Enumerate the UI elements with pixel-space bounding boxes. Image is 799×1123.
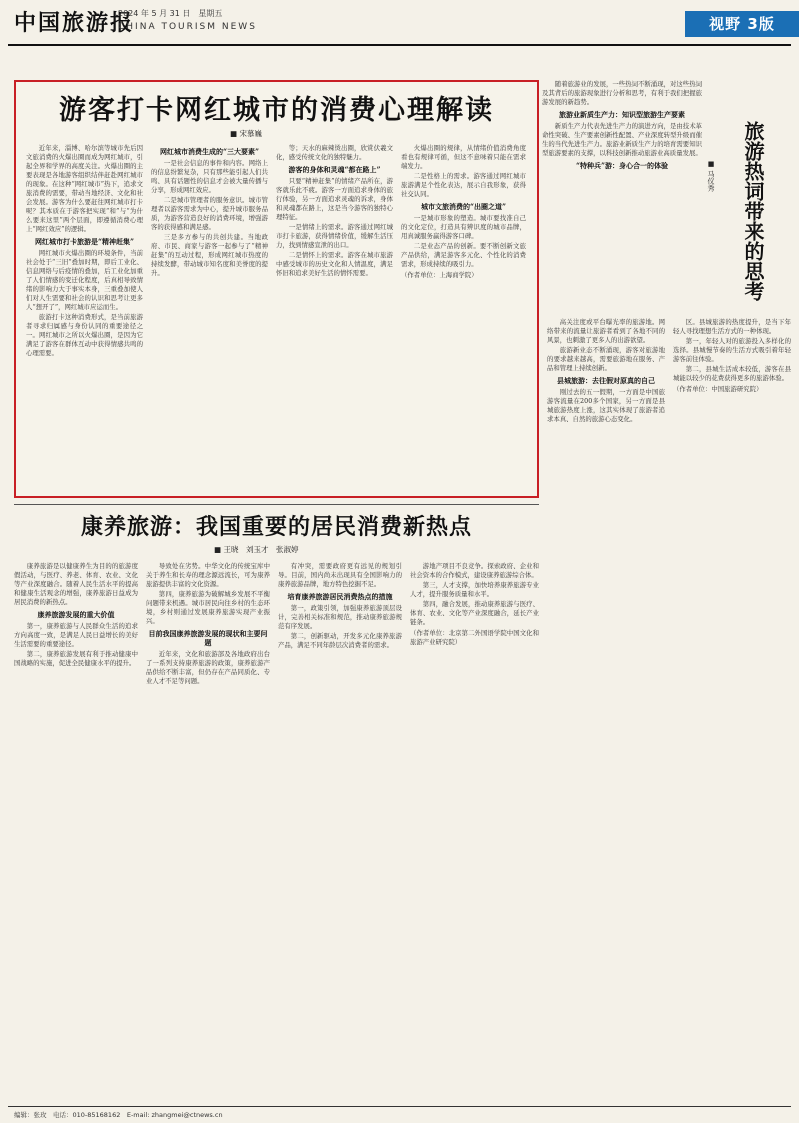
- paragraph: 第一，政策引领，加强康养旅游顶层设计，完善相关标准和规范，推动康养旅游规范有序发展。: [278, 604, 402, 630]
- feature-column-1: [26, 144, 143, 492]
- paragraph: 区。县城旅游的热度提升，是当下年轻人寻找理想生活方式的一种体现。: [673, 318, 791, 335]
- paragraph: 网红城市火爆出圈的环境条件，当前社会处于“三旧”叠加时期，即后工业化、信息网络与后疫情的叠加，后工业化加重了人们情感的变迁化程度，后真相导致情绪的影响力大于事实本身，三重叠加使人们对人生需要和社会的认识和思考让更多人“想开了”，网红城市应运而生。: [26, 249, 143, 311]
- footer-editor-line: 编辑：张玫 电话：010-85168162 E-mail: zhangmei@ctnews.cn: [14, 1111, 223, 1119]
- author-note: （作者单位：中国旅游研究院）: [673, 385, 763, 393]
- paragraph: 等；天水的麻辣烫出圈，欣赏伏羲文化，感受传统文化的独特魅力。: [276, 144, 393, 161]
- subheading: 城市文旅消费的“出圈之道”: [420, 202, 507, 211]
- kangyang-column-3: [278, 562, 402, 1100]
- paragraph: 旅游打卡这种消费形式，是当前旅游者寻求归属感与身份认同的重要途径之一。网红城市之所以火爆出圈，是因为它满足了游客在群体互动中获得情感共鸣的心理需要。: [26, 313, 143, 357]
- paragraph: 第二，县城生活成本较低，游客在县城能以较少的花费获得更多的旅游体验。: [673, 365, 791, 382]
- rail-headline: 旅游热词带来的思考: [741, 121, 765, 301]
- rail-byline: ■ 马仪秀: [707, 160, 715, 192]
- paragraph: 导致处在劣势。中华文化的传统宝库中关于养生和长寿的理念源远流长，可为康养旅游提供丰富的文化资源。: [146, 562, 270, 588]
- kangyang-column-2: [146, 562, 270, 1100]
- feature-column-2: [151, 144, 268, 492]
- paragraph: 近年来，淄博、哈尔滨等城市先后因文旅消费的火爆出圈而成为网红城市，引起全界和学界的高度关注。火爆出圈的主要表现是各地游客组织结伴赶赴网红城市的现象。在这种“网红城市”热下，追求文旅消费的需要，带动当地经济、文化和社会发展。游客为什么要赶往网红城市打卡呢？其本质在于游客把实现“和”与“为什么要来这里”两个层面，即遵循消费心理上“网红效应”的逻辑。: [26, 144, 143, 233]
- kangyang-column-4: [410, 562, 539, 1100]
- issue-date: 2024 年 5 月 31 日 星期五: [118, 9, 223, 18]
- paragraph: 第一，年轻人对的旅游投入多样化的选择。县城慢节奏的生活方式吸引着年轻游客前往体验。: [673, 337, 791, 363]
- paragraph: 新质生产力代表先进生产力的演进方向，是由技术革命性突破、生产要素创新性配置、产业深度转型升级而催生的当代先进生产力。旅游业新质生产力的培育需要知识型旅游要素的支撑，以科技创新推动旅游业高质量发展。: [542, 122, 702, 157]
- right-column-1: [547, 318, 665, 1100]
- paragraph: 火爆出圈的规律，从情绪价值消费角度看也有规律可循，但这不意味着只能在需求端发力。: [401, 144, 526, 170]
- paragraph: 游地产项目不良竞争。探索政府、企业和社会资本的合作模式，建设康养旅游综合体。: [410, 562, 539, 579]
- subheading: 网红城市打卡旅游是“精神赶集”: [34, 237, 135, 246]
- subheading: 目前我国康养旅游发展的现状和主要问题: [148, 629, 268, 647]
- paragraph: 二是情怀上的需求。游客在城市旅游中感受城市的历史文化和人情温度，满足怀旧和追求美好生活的情怀需要。: [276, 251, 393, 277]
- subheading: “特种兵”游：身心合一的体验: [575, 161, 669, 170]
- kangyang-column-1: [14, 562, 138, 1100]
- paragraph: 一是情绪上的需求。游客通过网红城市打卡旅游，获得情绪价值，缓解生活压力，找到情感宣泄的出口。: [276, 223, 393, 249]
- paragraph: 康养旅游是以健康养生为目的的旅游度假活动，与医疗、养老、体育、农业、文化等产业深度融合。随着人民生活水平的提高和健康生活观念的增强，康养旅游日益成为居民消费的新热点。: [14, 562, 138, 606]
- paragraph: 近年来，文化和旅游部及各地政府出台了一系列支持康养旅游的政策，康养旅游产品供给不断丰富，但仍存在产品同质化、专业人才不足等问题。: [146, 650, 270, 685]
- paragraph: 有冲突，需要政府更有远见的规划引导。目前，国内尚未出现具有全国影响力的康养旅游品牌，地方特色挖掘不足。: [278, 562, 402, 588]
- paragraph: 第二，康养旅游发展有利于推动健康中国战略的实施，促进全民健康水平的提升。: [14, 650, 138, 667]
- side-column: [542, 80, 702, 310]
- subheading: 游客的身体和灵魂“都在路上”: [288, 165, 381, 174]
- paragraph: 三是多方参与的共创共建。当地政府、市民、商家与游客一起参与了“精神赶集”的互动过程，形成网红城市热度的持续发酵，带动城市知名度和美誉度的提升。: [151, 233, 268, 277]
- subheading: 康养旅游发展的重大价值: [37, 610, 115, 619]
- subheading: 县城旅游：去往假对原真的自己: [557, 376, 655, 385]
- feature-column-3: [276, 144, 393, 492]
- feature-article-box: [14, 80, 539, 498]
- section-tab: 视野 3版: [685, 11, 799, 37]
- paragraph: 第四，康养旅游为破解城乡发展不平衡问题带来机遇。城市居民向往乡村的生态环境，乡村则通过发展康养旅游实现产业振兴。: [146, 590, 270, 625]
- paragraph: 二是城市管理者的服务意识。城市管理者以游客需求为中心，提升城市服务品质，为游客营造良好的消费环境，增强游客的获得感和满足感。: [151, 196, 268, 231]
- section-divider: [14, 504, 539, 505]
- author-note: （作者单位：北京第二外国语学院中国文化和旅游产业研究院）: [410, 629, 539, 646]
- right-column-2: [673, 318, 791, 1100]
- paragraph: 第四，融合发展，推动康养旅游与医疗、体育、农业、文化等产业深度融合，延长产业链条。: [410, 600, 539, 626]
- feature-byline: ■ 宋慕巍: [230, 129, 262, 138]
- paragraph: 旅游新业态不断涌现，游客对旅游地的要求越来越高，需要旅游地在服务、产品和管理上持续创新。: [547, 346, 665, 372]
- feature-headline: 游客打卡网红城市的消费心理解读: [59, 95, 494, 126]
- masthead-rule: [8, 44, 791, 46]
- kangyang-headline: 康养旅游：我国重要的居民消费新热点: [80, 514, 472, 540]
- paragraph: 一是城市形象的塑造。城市要找准自己的文化定位，打造具有辨识度的城市品牌，用真诚服务赢得游客口碑。: [401, 214, 526, 240]
- paragraph: 第二，创新驱动，开发多元化康养旅游产品，满足不同年龄层次消费者的需求。: [278, 632, 402, 649]
- paragraph: 刚过去的五一假期，一方面是中国旅游客流量在200多个国家，另一方面是县城旅游热度上涨，这其实体现了旅游者追求本真、自然的旅游心态变化。: [547, 388, 665, 423]
- author-note: （作者单位：上海商学院）: [401, 271, 478, 279]
- paragraph: 第三，人才支撑，加快培养康养旅游专业人才，提升服务质量和水平。: [410, 581, 539, 598]
- feature-column-4: [401, 144, 526, 492]
- kangyang-byline: ■ 王晓 刘玉才 张淑婷: [214, 545, 299, 554]
- paragraph: 高关注度或平台曝光率的旅游地。网络带来的流量让旅游者看到了各地不同的风景，也刺激了更多人的出游欲望。: [547, 318, 665, 344]
- subheading: 网红城市消费生成的“三大要素”: [159, 147, 260, 156]
- paragraph: 二是业态产品的创新。要不断创新文旅产品供给，满足游客多元化、个性化的消费需求，形成持续的吸引力。: [401, 242, 526, 268]
- masthead: [0, 0, 799, 44]
- paragraph: 二是性格上的需求。游客通过网红城市旅游满足个性化表达，展示自我形象，获得社交认同。: [401, 172, 526, 198]
- footer-rule: [8, 1106, 791, 1107]
- paragraph: 一是社会信息的事件和内容。网络上的信息纷繁复杂，只有那些能引起人们共鸣、具有话题性的信息才会被大量传播与分享，形成网红效应。: [151, 159, 268, 194]
- paragraph: 第一，康养旅游与人民群众生活的追求方向高度一致，是满足人民日益增长的美好生活需要的重要途径。: [14, 622, 138, 648]
- subheading: 旅游业新质生产力：知识型旅游生产要素: [559, 110, 685, 119]
- subheading: 培育康养旅游居民消费热点的措施: [287, 592, 393, 601]
- paragraph: 只要“精神赶集”的情绪产品所在，游客就乐此不疲。游客一方面追求身体的旅行体验，另一方面追求灵魂的诉求，身体和灵魂都在路上，这是当今游客的独特心理特征。: [276, 177, 393, 221]
- newspaper-logo: 中国旅游报: [14, 10, 135, 36]
- paragraph: 随着旅游业的发展，一些热词不断涌现，对这些热词及其背后的旅游现象进行分析和思考，有利于我们把握旅游发展的新趋势。: [542, 80, 702, 106]
- english-name: CHINA TOURISM NEWS: [118, 22, 257, 32]
